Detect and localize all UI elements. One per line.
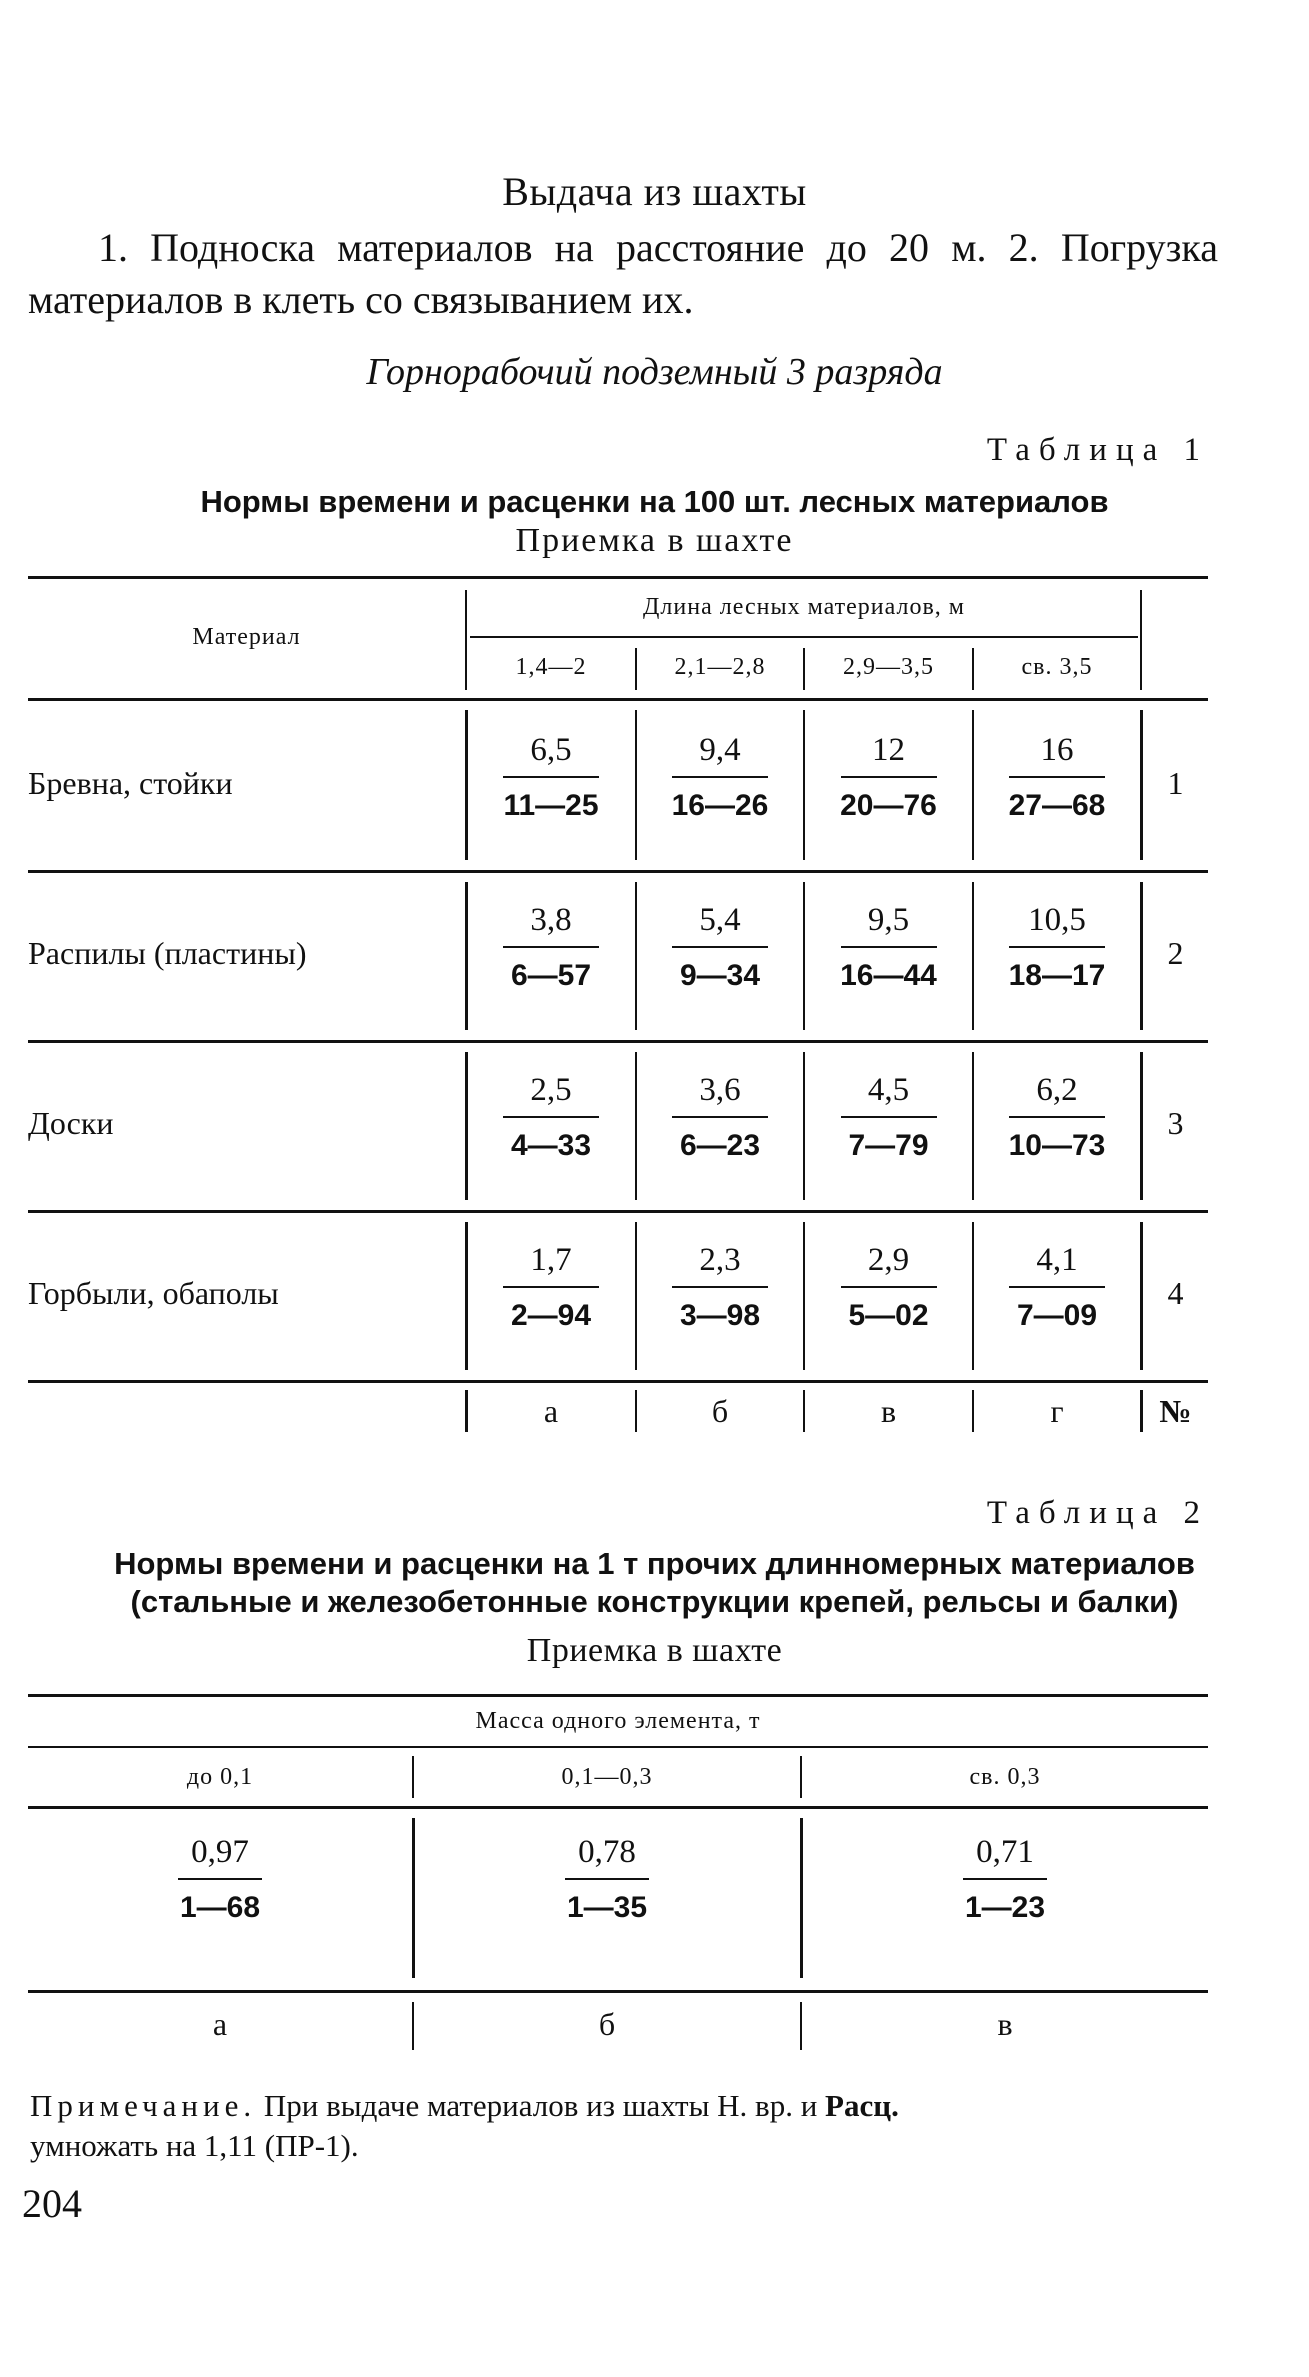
- table-rule: [28, 1990, 1208, 1993]
- rate-time-norm: 3,6: [699, 1072, 741, 1108]
- table1-label: Таблица 1: [986, 432, 1209, 468]
- cell-rate: [974, 1238, 1140, 1338]
- fraction-bar: [672, 946, 768, 948]
- table2-title-line2: (стальные и железобетонные конструкции крепей, рельсы и балки): [130, 1584, 1179, 1619]
- table-rule: [28, 870, 1208, 873]
- rate-price: 9—34: [679, 959, 761, 992]
- column-header: 1,4—2: [515, 654, 587, 680]
- table-rule: [1140, 590, 1142, 690]
- cell-rate: [637, 1238, 803, 1338]
- fraction-bar: [841, 946, 937, 948]
- cell-rate: [802, 1830, 1208, 1930]
- fraction-bar: [1009, 776, 1105, 778]
- table1-title: Нормы времени и расценки на 100 шт. лесных материалов: [200, 484, 1109, 519]
- footnote-text-line2: умножать на 1,11 (ПР-1).: [30, 2128, 359, 2163]
- header-length-group: Длина лесных материалов, м: [643, 594, 965, 620]
- table-rule: [28, 1040, 1208, 1043]
- rate-time-norm: 2,5: [530, 1072, 572, 1108]
- worker-category: Горнорабочий подземный 3 разряда: [366, 351, 943, 393]
- rate-price: 6—23: [679, 1129, 761, 1162]
- rate-price: 11—25: [503, 789, 599, 822]
- fraction-bar: [841, 1286, 937, 1288]
- row-name: Горбыли, обаполы: [28, 1275, 279, 1311]
- rate-time-norm: 4,1: [1036, 1242, 1078, 1278]
- rate-time-norm: 1,7: [530, 1242, 572, 1278]
- fraction-bar: [1009, 1286, 1105, 1288]
- rate-price: 18—17: [1008, 959, 1106, 992]
- row-number: 2: [1167, 935, 1184, 971]
- row-number: 3: [1167, 1105, 1184, 1141]
- rate-time-norm: 0,71: [976, 1834, 1034, 1870]
- rate-time-norm: 6,2: [1036, 1072, 1078, 1108]
- cell-rate: [637, 898, 803, 998]
- number-key: №: [1159, 1393, 1192, 1429]
- row-name: Бревна, стойки: [28, 765, 233, 801]
- row-name: Доски: [28, 1105, 114, 1141]
- column-key: в: [880, 1393, 897, 1429]
- column-key: а: [543, 1393, 559, 1429]
- header-mass-group: Масса одного элемента, т: [475, 1708, 761, 1734]
- column-key: г: [1050, 1393, 1064, 1429]
- table2-subtitle: Приемка в шахте: [526, 1632, 783, 1669]
- row-number: 1: [1167, 765, 1184, 801]
- page-number: 204: [22, 2181, 82, 2226]
- fraction-bar: [503, 1286, 599, 1288]
- table2-label: Таблица 2: [986, 1495, 1209, 1531]
- rate-price: 7—09: [1016, 1299, 1098, 1332]
- rate-time-norm: 6,5: [530, 732, 572, 768]
- fraction-bar: [178, 1878, 262, 1880]
- table-rule: [28, 576, 1208, 579]
- rate-price: 27—68: [1008, 789, 1106, 822]
- fraction-bar: [565, 1878, 649, 1880]
- rate-time-norm: 16: [1040, 732, 1074, 768]
- rate-time-norm: 3,8: [530, 902, 572, 938]
- rate-price: 10—73: [1008, 1129, 1106, 1162]
- cell-rate: [805, 1238, 972, 1338]
- fraction-bar: [1009, 946, 1105, 948]
- column-header: 2,9—3,5: [843, 654, 934, 680]
- fraction-bar: [1009, 1116, 1105, 1118]
- rate-price: 1—68: [179, 1891, 261, 1924]
- cell-rate: [467, 1068, 635, 1168]
- fraction-bar: [503, 776, 599, 778]
- cell-rate: [805, 728, 972, 828]
- rate-time-norm: 5,4: [699, 902, 741, 938]
- rate-time-norm: 0,97: [191, 1834, 249, 1870]
- fraction-bar: [963, 1878, 1047, 1880]
- rate-price: 1—23: [964, 1891, 1046, 1924]
- footnote-bold: Расц.: [825, 2088, 899, 2123]
- cell-rate: [805, 898, 972, 998]
- intro-paragraph: 1. Подноска материалов на расстояние до 20 м. 2. Погрузка материалов в клеть со связыванием их.: [28, 225, 1218, 322]
- rate-time-norm: 2,9: [867, 1242, 910, 1278]
- rate-price: 5—02: [848, 1299, 929, 1332]
- footnote-label: Примечание.: [30, 2088, 257, 2123]
- cell-rate: [467, 728, 635, 828]
- rate-price: 20—76: [840, 789, 937, 822]
- fraction-bar: [503, 946, 599, 948]
- cell-rate: [974, 898, 1140, 998]
- table-rule: [28, 1380, 1208, 1383]
- rate-price: 3—98: [679, 1299, 761, 1332]
- table-rule: [28, 1746, 1208, 1748]
- row-name: Распилы (пластины): [28, 935, 307, 971]
- rate-price: 1—35: [566, 1891, 648, 1924]
- column-header: св. 0,3: [969, 1764, 1041, 1790]
- footnote-text: При выдаче материалов из шахты Н. вр. и: [256, 2088, 826, 2123]
- cell-rate: [637, 728, 803, 828]
- row-number: 4: [1167, 1275, 1184, 1311]
- cell-rate: [974, 1068, 1140, 1168]
- column-header: 2,1—2,8: [674, 654, 766, 680]
- cell-rate: [805, 1068, 972, 1168]
- rate-time-norm: 9,4: [699, 732, 741, 768]
- rate-time-norm: 12: [872, 732, 905, 768]
- cell-rate: [974, 728, 1140, 828]
- column-header: до 0,1: [186, 1764, 254, 1790]
- rate-price: 6—57: [510, 959, 592, 992]
- table-rule: [28, 1806, 1208, 1809]
- fraction-bar: [841, 1116, 937, 1118]
- table-rule: [28, 1210, 1208, 1213]
- cell-rate: [467, 898, 635, 998]
- rate-price: 16—44: [840, 959, 937, 992]
- rate-time-norm: 9,5: [867, 902, 910, 938]
- rate-time-norm: 10,5: [1028, 902, 1086, 938]
- header-material: Материал: [192, 624, 301, 650]
- rate-price: 2—94: [510, 1299, 592, 1332]
- fraction-bar: [672, 776, 768, 778]
- section-title: Выдача из шахты: [502, 169, 807, 214]
- column-header: св. 3,5: [1021, 654, 1093, 680]
- rate-price: 4—33: [510, 1129, 592, 1162]
- cell-rate: [467, 1238, 635, 1338]
- fraction-bar: [672, 1286, 768, 1288]
- table2-title-line1: Нормы времени и расценки на 1 т прочих длинномерных материалов: [114, 1546, 1195, 1581]
- table-rule: [28, 1694, 1208, 1697]
- table-rule: [470, 636, 1138, 638]
- cell-rate: [637, 1068, 803, 1168]
- column-key: б: [711, 1393, 729, 1429]
- fraction-bar: [841, 776, 937, 778]
- table1-subtitle: Приемка в шахте: [515, 522, 794, 559]
- rate-price: 7—79: [848, 1129, 929, 1162]
- rate-time-norm: 2,3: [699, 1242, 741, 1278]
- column-key: а: [212, 2006, 228, 2042]
- cell-rate: [28, 1830, 412, 1930]
- table-rule: [28, 698, 1208, 701]
- rate-price: 16—26: [671, 789, 769, 822]
- fraction-bar: [503, 1116, 599, 1118]
- column-key: в: [997, 2006, 1013, 2042]
- fraction-bar: [672, 1116, 768, 1118]
- rate-time-norm: 4,5: [867, 1072, 910, 1108]
- footnote: [30, 2086, 1230, 2166]
- column-header: 0,1—0,3: [561, 1764, 653, 1790]
- column-key: б: [598, 2006, 616, 2042]
- rate-time-norm: 0,78: [578, 1834, 636, 1870]
- cell-rate: [414, 1830, 800, 1930]
